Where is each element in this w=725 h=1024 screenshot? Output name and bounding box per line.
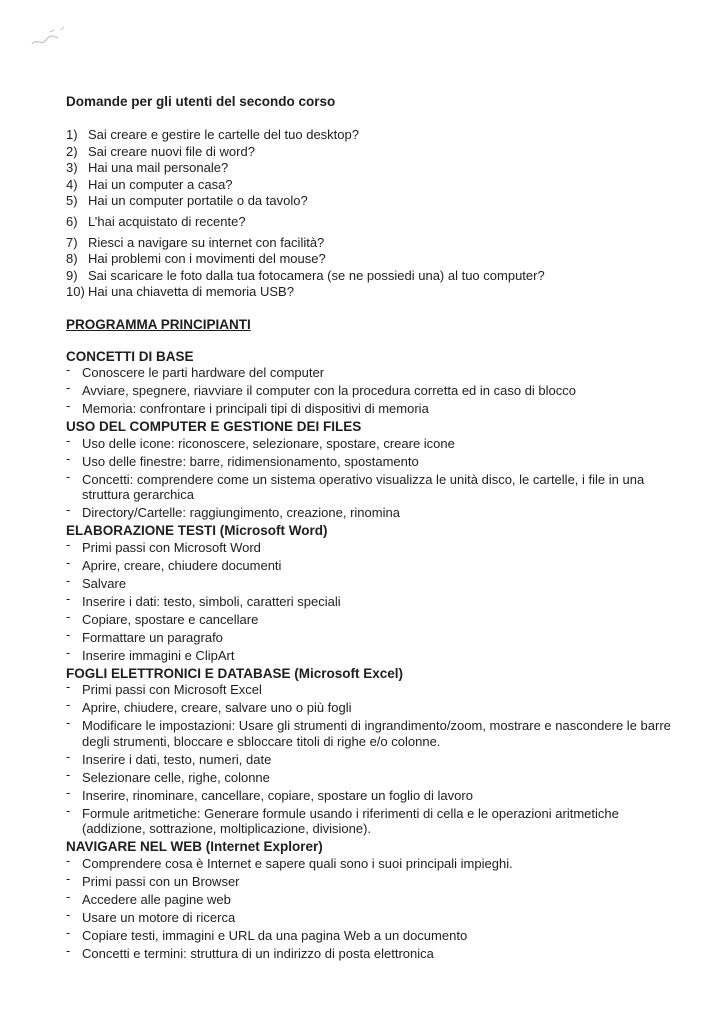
list-item-text: Formule aritmetiche: Generare formule usando i riferimenti di cella e le operazioni aritmetiche (addizione, sottrazione, moltiplicazione, divisione). xyxy=(82,805,619,837)
dash-bullet-icon: - xyxy=(66,590,71,606)
question-item xyxy=(66,268,676,285)
section-item-list xyxy=(66,362,676,417)
question-item xyxy=(66,193,676,210)
dash-bullet-icon: - xyxy=(66,697,71,713)
list-item-text: Salvare xyxy=(82,575,127,591)
list-item xyxy=(66,450,676,470)
section-item-list xyxy=(66,536,676,664)
dash-bullet-icon: - xyxy=(66,644,71,660)
question-number: 2) xyxy=(66,143,78,159)
list-item-text: Primi passi con Microsoft Word xyxy=(82,539,261,555)
dash-bullet-icon: - xyxy=(66,608,71,624)
dash-bullet-icon: - xyxy=(66,468,71,484)
list-item xyxy=(66,432,676,452)
list-item-text: Directory/Cartelle: raggiungimento, creazione, rinomina xyxy=(82,505,400,521)
list-item-text: Inserire i dati: testo, simboli, caratteri speciali xyxy=(82,593,341,609)
list-item xyxy=(66,362,676,381)
question-item xyxy=(66,177,676,194)
dash-bullet-icon: - xyxy=(66,924,71,940)
list-item-text: Conoscere le parti hardware del computer xyxy=(82,365,325,381)
list-item-text: Uso delle finestre: barre, ridimensionamento, spostamento xyxy=(82,453,419,469)
list-item xyxy=(66,870,676,890)
dash-bullet-icon: - xyxy=(66,432,71,448)
list-item xyxy=(66,748,676,768)
list-item-text: Formattare un paragrafo xyxy=(82,629,223,645)
dash-bullet-icon: - xyxy=(66,748,71,764)
list-item-text: Memoria: confrontare i principali tipi di dispositivi di memoria xyxy=(82,401,429,417)
dash-bullet-icon: - xyxy=(66,502,71,518)
question-text: Hai problemi con i movimenti del mouse? xyxy=(88,251,326,267)
question-text: Hai un computer a casa? xyxy=(88,176,233,192)
section-heading: NAVIGARE NEL WEB (Internet Explorer) xyxy=(66,839,323,855)
list-item xyxy=(66,697,676,716)
section-heading: FOGLI ELETTRONICI E DATABASE (Microsoft Excel) xyxy=(66,665,404,681)
question-text: Hai una mail personale? xyxy=(88,160,229,176)
question-number: 4) xyxy=(66,176,78,192)
dash-bullet-icon: - xyxy=(66,852,71,868)
list-item xyxy=(66,942,676,962)
section-heading: ELABORAZIONE TESTI (Microsoft Word) xyxy=(66,523,328,539)
question-number: 8) xyxy=(66,251,78,267)
dash-bullet-icon: - xyxy=(66,942,71,958)
list-item xyxy=(66,679,676,698)
question-number: 10) xyxy=(66,284,85,300)
program-sections xyxy=(66,349,676,961)
section-heading: USO DEL COMPUTER E GESTIONE DEI FILES xyxy=(66,419,362,435)
list-item-text: Inserire, rinominare, cancellare, copiare, spostare un foglio di lavoro xyxy=(82,787,473,803)
list-item xyxy=(66,590,676,610)
document-title: Domande per gli utenti del secondo corso xyxy=(66,94,336,109)
question-item xyxy=(66,127,676,144)
list-item-text: Accedere alle pagine web xyxy=(82,891,231,907)
dash-bullet-icon: - xyxy=(66,554,71,570)
list-item xyxy=(66,468,676,503)
list-item-text: Inserire immagini e ClipArt xyxy=(82,647,235,663)
list-item-text: Copiare testi, immagini e URL da una pagina Web a un documento xyxy=(82,927,468,943)
section-heading: CONCETTI DI BASE xyxy=(66,348,194,364)
dash-bullet-icon: - xyxy=(66,398,71,414)
list-item xyxy=(66,924,676,944)
question-item xyxy=(66,214,676,231)
program-title: PROGRAMMA PRINCIPIANTI xyxy=(66,316,251,332)
list-item-text: Usare un motore di ricerca xyxy=(82,909,236,925)
list-item-text: Concetti: comprendere come un sistema operativo visualizza le unità disco, le cartelle, i file in una struttura gerarchica xyxy=(82,471,645,503)
list-item-text: Comprendere cosa è Internet e sapere quali sono i suoi principali impieghi. xyxy=(82,855,513,871)
section-item-list xyxy=(66,432,676,521)
question-item xyxy=(66,144,676,161)
dash-bullet-icon: - xyxy=(66,362,71,378)
list-item xyxy=(66,398,676,417)
dash-bullet-icon: - xyxy=(66,766,71,782)
question-item xyxy=(66,251,676,268)
dash-bullet-icon: - xyxy=(66,679,71,695)
list-item xyxy=(66,852,676,872)
section-item-list xyxy=(66,852,676,962)
list-item-text: Primi passi con un Browser xyxy=(82,873,240,889)
dash-bullet-icon: - xyxy=(66,380,71,396)
list-item xyxy=(66,536,676,556)
dash-bullet-icon: - xyxy=(66,906,71,922)
list-item xyxy=(66,608,676,628)
question-text: L’hai acquistato di recente? xyxy=(88,213,246,229)
list-item xyxy=(66,502,676,521)
list-item-text: Aprire, chiudere, creare, salvare uno o più fogli xyxy=(82,700,352,716)
question-item xyxy=(66,160,676,177)
dash-bullet-icon: - xyxy=(66,626,71,642)
dash-bullet-icon: - xyxy=(66,888,71,904)
list-item xyxy=(66,554,676,574)
list-item-text: Modificare le impostazioni: Usare gli strumenti di ingrandimento/zoom, mostrare e nascondere le barre degli strumenti, bloccare e sbloccare titoli di righe e/o colonne. xyxy=(82,718,671,749)
question-text: Sai scaricare le foto dalla tua fotocamera (se ne possiedi una) al tuo computer? xyxy=(88,267,545,283)
list-item-text: Avviare, spegnere, riavviare il computer con la procedura corretta ed in caso di blocco xyxy=(82,383,577,399)
question-item xyxy=(66,284,676,301)
dash-bullet-icon: - xyxy=(66,870,71,886)
list-item xyxy=(66,380,676,399)
question-text: Riesci a navigare su internet con facilità? xyxy=(88,234,325,250)
question-number: 1) xyxy=(66,127,78,142)
list-item-text: Uso delle icone: riconoscere, selezionare, spostare, creare icone xyxy=(82,435,455,451)
document-body xyxy=(66,93,676,964)
question-text: Hai una chiavetta di memoria USB? xyxy=(88,284,294,300)
list-item xyxy=(66,644,676,664)
list-item-text: Concetti e termini: struttura di un indirizzo di posta elettronica xyxy=(82,945,434,961)
question-text: Sai creare nuovi file di word? xyxy=(88,143,255,159)
dash-bullet-icon: - xyxy=(66,784,71,800)
question-list xyxy=(66,127,676,301)
list-item xyxy=(66,766,676,786)
dash-bullet-icon: - xyxy=(66,536,71,552)
list-item xyxy=(66,715,676,749)
list-item xyxy=(66,802,676,837)
list-item xyxy=(66,784,676,804)
question-text: Sai creare e gestire le cartelle del tuo desktop? xyxy=(88,127,359,142)
list-item xyxy=(66,888,676,908)
dash-bullet-icon: - xyxy=(66,715,71,731)
handwritten-mark-icon xyxy=(28,24,68,52)
list-item-text: Inserire i dati, testo, numeri, date xyxy=(82,751,272,767)
question-number: 3) xyxy=(66,160,78,176)
list-item xyxy=(66,906,676,926)
section-item-list xyxy=(66,679,676,837)
question-number: 7) xyxy=(66,234,78,250)
dash-bullet-icon: - xyxy=(66,450,71,466)
question-number: 6) xyxy=(66,213,78,229)
list-item-text: Aprire, creare, chiudere documenti xyxy=(82,557,282,573)
question-number: 9) xyxy=(66,267,78,283)
list-item-text: Copiare, spostare e cancellare xyxy=(82,611,259,627)
list-item-text: Selezionare celle, righe, colonne xyxy=(82,769,270,785)
dash-bullet-icon: - xyxy=(66,802,71,818)
question-number: 5) xyxy=(66,193,78,209)
list-item xyxy=(66,572,676,592)
question-item xyxy=(66,235,676,252)
list-item-text: Primi passi con Microsoft Excel xyxy=(82,682,262,698)
list-item xyxy=(66,626,676,646)
question-text: Hai un computer portatile o da tavolo? xyxy=(88,193,308,209)
dash-bullet-icon: - xyxy=(66,572,71,588)
